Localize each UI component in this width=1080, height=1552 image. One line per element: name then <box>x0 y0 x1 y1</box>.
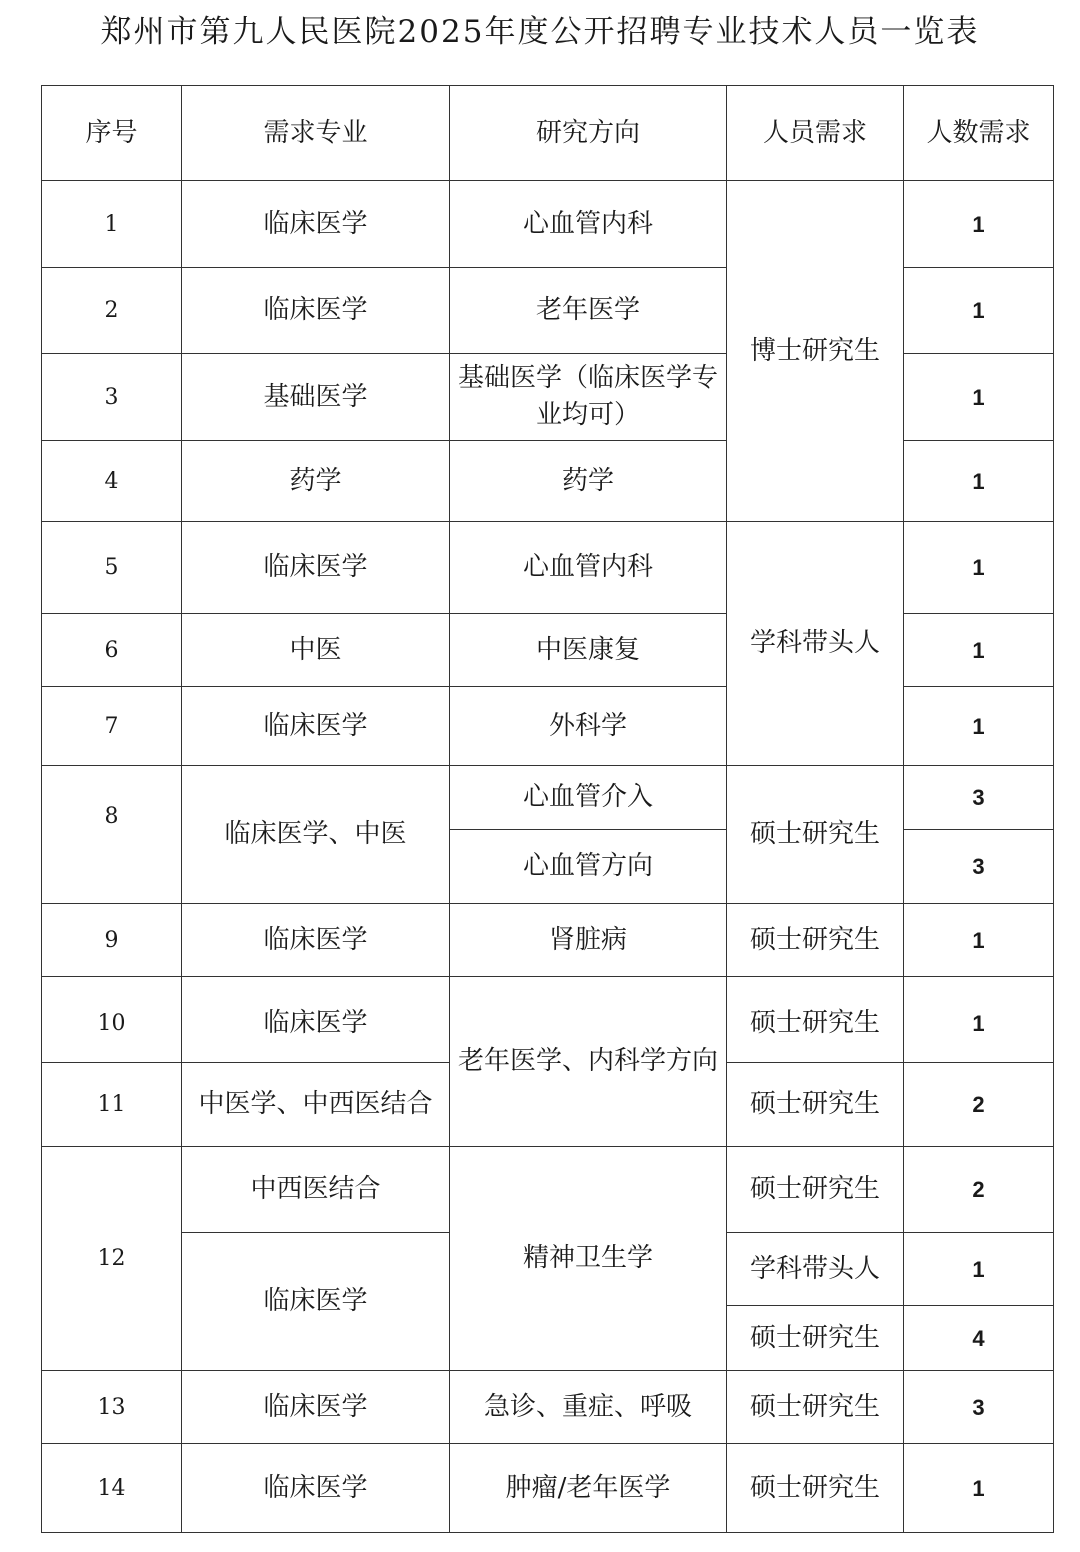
cell-count: 4 <box>904 1306 1054 1371</box>
cell-major: 中西医结合 <box>182 1147 450 1233</box>
cell-major: 临床医学、中医 <box>182 766 450 904</box>
document-title: 郑州市第九人民医院2025年度公开招聘专业技术人员一览表 <box>100 14 980 50</box>
cell-count: 1 <box>904 687 1054 766</box>
cell-seq: 6 <box>42 614 182 687</box>
cell-major: 临床医学 <box>182 687 450 766</box>
cell-major: 临床医学 <box>182 977 450 1063</box>
cell-level: 博士研究生 <box>727 181 904 522</box>
cell-count: 1 <box>904 977 1054 1063</box>
cell-major: 中医学、中西医结合 <box>182 1063 450 1147</box>
table-row <box>42 904 1054 977</box>
cell-level: 硕士研究生 <box>727 1371 904 1444</box>
cell-level: 硕士研究生 <box>727 904 904 977</box>
cell-seq: 3 <box>42 354 182 441</box>
cell-major: 临床医学 <box>182 904 450 977</box>
cell-level: 硕士研究生 <box>727 766 904 904</box>
table-row <box>42 1444 1054 1533</box>
cell-direction: 心血管内科 <box>450 522 727 614</box>
cell-level: 硕士研究生 <box>727 1063 904 1147</box>
table-row <box>42 1147 1054 1233</box>
cell-level: 学科带头人 <box>727 1233 904 1306</box>
cell-major: 临床医学 <box>182 181 450 268</box>
table-row <box>42 181 1054 268</box>
cell-count: 1 <box>904 614 1054 687</box>
cell-seq: 2 <box>42 268 182 354</box>
header-level: 人员需求 <box>727 86 904 181</box>
cell-level: 硕士研究生 <box>727 1444 904 1533</box>
cell-direction: 老年医学 <box>450 268 727 354</box>
cell-direction: 心血管内科 <box>450 181 727 268</box>
cell-direction: 药学 <box>450 441 727 522</box>
cell-count: 1 <box>904 354 1054 441</box>
cell-seq: 8 <box>42 766 182 904</box>
cell-seq: 13 <box>42 1371 182 1444</box>
cell-major: 基础医学 <box>182 354 450 441</box>
table-row <box>42 522 1054 614</box>
header-direction: 研究方向 <box>450 86 727 181</box>
cell-seq: 12 <box>42 1147 182 1371</box>
cell-count: 1 <box>904 522 1054 614</box>
cell-count: 3 <box>904 1371 1054 1444</box>
cell-level: 硕士研究生 <box>727 1147 904 1233</box>
cell-count: 3 <box>904 830 1054 904</box>
cell-level: 硕士研究生 <box>727 1306 904 1371</box>
cell-major: 药学 <box>182 441 450 522</box>
cell-major: 临床医学 <box>182 1444 450 1533</box>
cell-count: 1 <box>904 1233 1054 1306</box>
table-row <box>42 977 1054 1063</box>
cell-direction: 肿瘤/老年医学 <box>450 1444 727 1533</box>
cell-seq: 4 <box>42 441 182 522</box>
cell-seq: 1 <box>42 181 182 268</box>
cell-major: 临床医学 <box>182 268 450 354</box>
cell-count: 1 <box>904 268 1054 354</box>
cell-direction: 中医康复 <box>450 614 727 687</box>
cell-seq: 11 <box>42 1063 182 1147</box>
header-major: 需求专业 <box>182 86 450 181</box>
recruitment-table <box>41 85 1054 1533</box>
header-count: 人数需求 <box>904 86 1054 181</box>
cell-direction: 老年医学、内科学方向 <box>450 977 727 1147</box>
cell-count: 1 <box>904 181 1054 268</box>
cell-count: 3 <box>904 766 1054 830</box>
cell-count: 2 <box>904 1147 1054 1233</box>
cell-direction: 急诊、重症、呼吸 <box>450 1371 727 1444</box>
cell-direction: 精神卫生学 <box>450 1147 727 1371</box>
table-row <box>42 766 1054 830</box>
cell-direction: 肾脏病 <box>450 904 727 977</box>
cell-count: 1 <box>904 1444 1054 1533</box>
cell-direction: 基础医学（临床医学专业均可） <box>450 354 727 441</box>
cell-major: 临床医学 <box>182 1371 450 1444</box>
cell-count: 1 <box>904 904 1054 977</box>
cell-level: 硕士研究生 <box>727 977 904 1063</box>
cell-level: 学科带头人 <box>727 522 904 766</box>
table-row <box>42 1371 1054 1444</box>
header-seq: 序号 <box>42 86 182 181</box>
cell-seq: 5 <box>42 522 182 614</box>
cell-seq: 9 <box>42 904 182 977</box>
cell-seq: 10 <box>42 977 182 1063</box>
cell-major: 临床医学 <box>182 1233 450 1371</box>
cell-direction: 心血管介入 <box>450 766 727 830</box>
cell-seq: 7 <box>42 687 182 766</box>
cell-major: 中医 <box>182 614 450 687</box>
cell-count: 1 <box>904 441 1054 522</box>
cell-direction: 外科学 <box>450 687 727 766</box>
cell-seq: 14 <box>42 1444 182 1533</box>
cell-major: 临床医学 <box>182 522 450 614</box>
cell-direction: 心血管方向 <box>450 830 727 904</box>
cell-count: 2 <box>904 1063 1054 1147</box>
header-row <box>42 86 1054 181</box>
